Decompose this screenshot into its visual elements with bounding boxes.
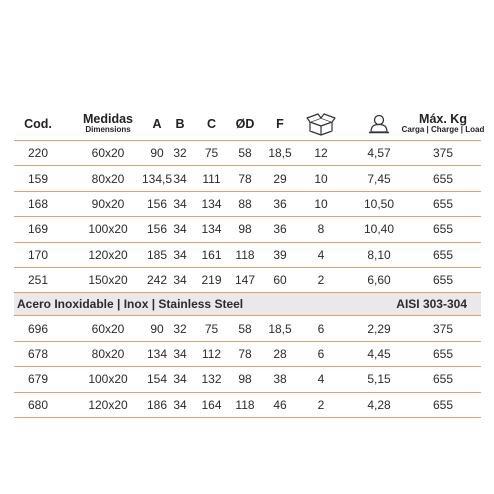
cell-c: 161: [201, 247, 222, 262]
cell-a: 242: [146, 273, 168, 288]
cell-od: 98: [238, 222, 252, 237]
cell-a: 156: [146, 222, 168, 237]
section-title: Acero Inoxidable | Inox | Stainless Steel: [17, 297, 244, 312]
cell-b: 32: [173, 321, 187, 336]
cell-b: 34: [173, 196, 187, 211]
cell-cod: 696: [27, 321, 49, 336]
cell-od: 78: [238, 171, 252, 186]
cell-f: 36: [273, 196, 287, 211]
cell-f: 46: [273, 397, 287, 412]
cell-f: 28: [273, 346, 287, 361]
cell-b: 34: [173, 222, 187, 237]
cell-b: 34: [173, 171, 187, 186]
cell-package: 10: [314, 196, 328, 211]
cell-b: 32: [173, 146, 187, 161]
cell-medidas: 60x20: [91, 146, 125, 161]
table-row: [14, 141, 481, 166]
cell-c: 75: [204, 321, 219, 336]
cell-weight: 4,45: [367, 346, 391, 361]
cell-max-kg: 655: [432, 196, 454, 211]
table-row: [14, 393, 481, 418]
cell-medidas: 80x20: [91, 346, 125, 361]
cell-package: 4: [317, 372, 325, 387]
cell-a: 134: [146, 346, 168, 361]
cell-c: 219: [201, 273, 222, 288]
header-weight: [354, 108, 404, 140]
header-load-label: Carga | Charge | Load: [401, 125, 485, 135]
cell-f: 36: [273, 222, 287, 237]
cell-a: 90: [150, 321, 164, 336]
header-b: B: [175, 117, 185, 131]
cell-medidas: 80x20: [91, 171, 125, 186]
cell-od: 78: [238, 346, 252, 361]
header-package: [302, 108, 340, 140]
cell-a: 156: [146, 196, 168, 211]
cell-c: 134: [201, 196, 222, 211]
cell-package: 6: [317, 346, 325, 361]
header-dimensions-label: Dimensions: [85, 125, 131, 135]
cell-b: 34: [173, 372, 187, 387]
cell-b: 34: [173, 346, 187, 361]
cell-cod: 169: [27, 222, 49, 237]
table-row: [14, 243, 481, 268]
cell-medidas: 100x20: [88, 372, 128, 387]
section-header-stainless: [14, 293, 481, 316]
cell-cod: 679: [27, 372, 49, 387]
cell-c: 75: [204, 146, 219, 161]
cell-medidas: 100x20: [88, 222, 128, 237]
cell-a: 185: [146, 247, 168, 262]
cell-weight: 10,40: [363, 222, 395, 237]
cell-cod: 220: [27, 146, 49, 161]
table-row: [14, 316, 481, 341]
cell-max-kg: 655: [432, 397, 454, 412]
cell-c: 111: [202, 171, 221, 186]
header-medidas-label: Medidas: [82, 112, 133, 127]
table-row: [14, 342, 481, 367]
cell-cod: 251: [27, 273, 49, 288]
header-od: ØD: [235, 117, 255, 131]
cell-package: 2: [317, 397, 325, 412]
header-f: F: [276, 117, 284, 131]
cell-package: 2: [317, 273, 325, 288]
cell-max-kg: 375: [432, 146, 454, 161]
cell-c: 132: [201, 372, 222, 387]
cell-od: 118: [235, 247, 255, 262]
cell-cod: 168: [27, 196, 49, 211]
cell-weight: 7,45: [367, 171, 391, 186]
cell-max-kg: 375: [432, 321, 454, 336]
cell-f: 39: [273, 247, 287, 262]
cell-max-kg: 655: [432, 273, 454, 288]
weight-icon: [366, 113, 392, 135]
cell-od: 98: [238, 372, 252, 387]
cell-cod: 678: [27, 346, 49, 361]
header-max-kg: [401, 108, 485, 140]
cell-b: 34: [173, 397, 187, 412]
cell-od: 58: [238, 321, 252, 336]
table-row: [14, 166, 481, 191]
table-header: [14, 108, 485, 141]
cell-f: 29: [273, 171, 287, 186]
cell-medidas: 120x20: [88, 247, 128, 262]
cell-weight: 8,10: [367, 247, 391, 262]
cell-od: 58: [238, 146, 252, 161]
cell-b: 34: [173, 273, 187, 288]
cell-package: 12: [314, 146, 328, 161]
cell-weight: 4,57: [367, 146, 391, 161]
cell-cod: 159: [27, 171, 49, 186]
cell-max-kg: 655: [432, 346, 454, 361]
cell-weight: 5,15: [367, 372, 391, 387]
cell-a: 90: [150, 146, 164, 161]
cell-package: 10: [314, 171, 328, 186]
cell-package: 4: [317, 247, 325, 262]
cell-od: 147: [234, 273, 256, 288]
table-row: [14, 367, 481, 392]
cell-b: 34: [173, 247, 187, 262]
cell-c: 134: [201, 222, 222, 237]
cell-weight: 6,60: [367, 273, 391, 288]
spec-table: [14, 108, 485, 418]
cell-medidas: 150x20: [88, 273, 128, 288]
cell-c: 164: [201, 397, 222, 412]
cell-a: 154: [146, 372, 168, 387]
cell-a: 134,5: [141, 171, 173, 186]
cell-cod: 170: [27, 247, 49, 262]
header-a: A: [152, 117, 162, 131]
cell-od: 118: [235, 397, 255, 412]
section-spec: AISI 303-304: [396, 297, 467, 312]
cell-max-kg: 655: [432, 372, 454, 387]
cell-od: 88: [238, 196, 252, 211]
cell-weight: 4,28: [367, 397, 391, 412]
cell-medidas: 120x20: [88, 397, 128, 412]
cell-f: 18,5: [268, 146, 292, 161]
cell-medidas: 90x20: [91, 196, 125, 211]
cell-max-kg: 655: [432, 222, 454, 237]
cell-cod: 680: [27, 397, 49, 412]
cell-weight: 10,50: [363, 196, 395, 211]
cell-package: 8: [317, 222, 325, 237]
header-max-kg-label: Máx. Kg: [419, 112, 467, 127]
cell-medidas: 60x20: [91, 321, 125, 336]
open-box-icon: [306, 112, 336, 136]
cell-f: 18,5: [268, 321, 292, 336]
table-row: [14, 192, 481, 217]
header-cod: Cod.: [24, 117, 52, 131]
cell-max-kg: 655: [432, 247, 454, 262]
cell-a: 186: [146, 397, 168, 412]
cell-f: 38: [273, 372, 287, 387]
table-row: [14, 217, 481, 242]
cell-f: 60: [273, 273, 287, 288]
cell-package: 6: [317, 321, 325, 336]
cell-max-kg: 655: [432, 171, 454, 186]
table-row: [14, 268, 481, 293]
cell-c: 112: [201, 346, 222, 361]
header-c: C: [206, 117, 217, 131]
cell-weight: 2,29: [367, 321, 391, 336]
